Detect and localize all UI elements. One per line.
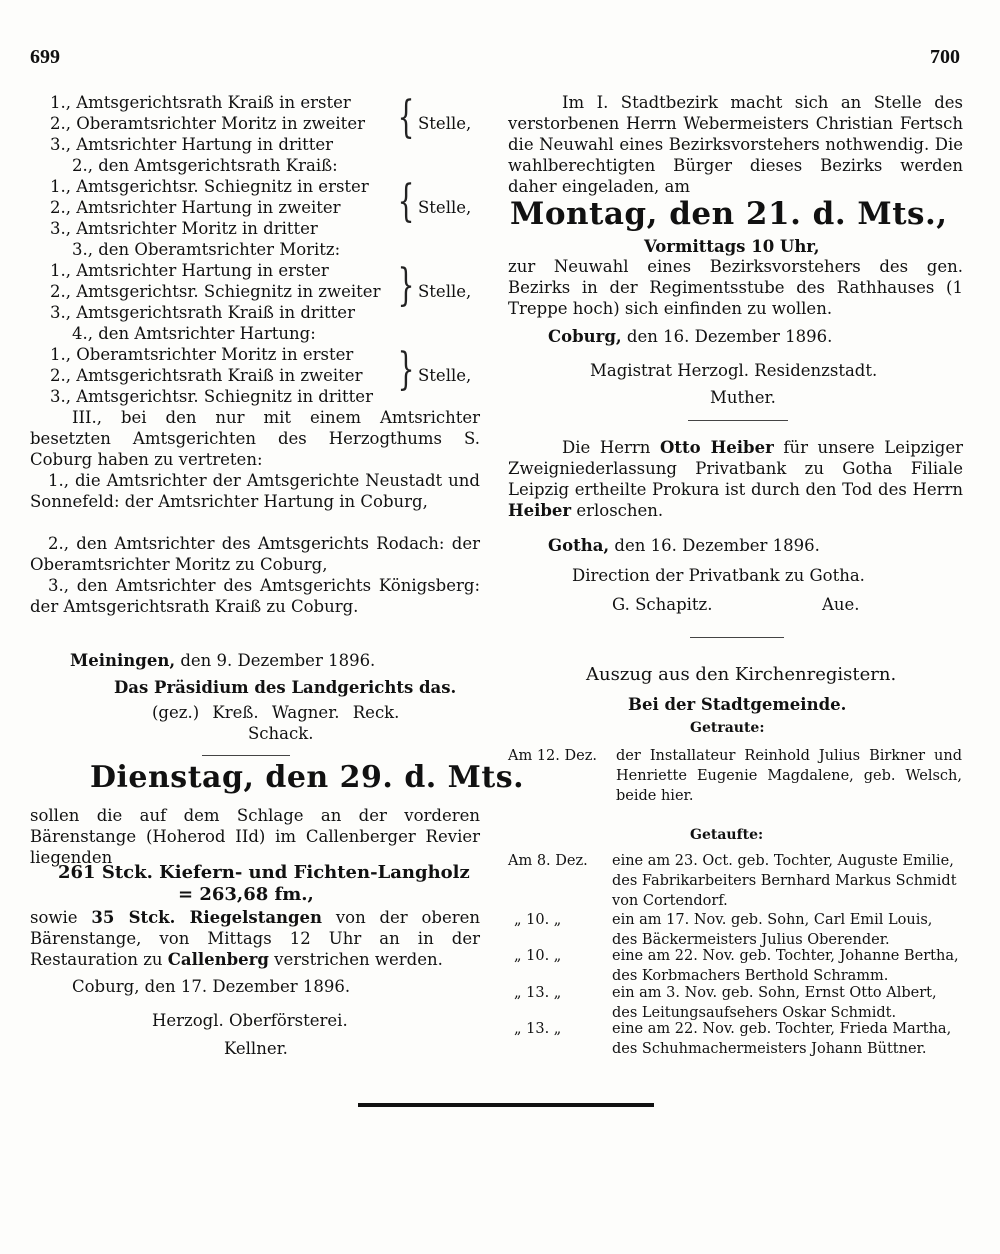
brace-icon: { <box>397 92 415 143</box>
section-label: Getraute: <box>690 720 765 736</box>
signature: Kellner. <box>224 1039 288 1058</box>
entry-text: der Installateur Reinhold Julius Birkner und Henriette Eugenie Magdalene, geb. Welsch, beide hier. <box>616 748 962 804</box>
signature: Magistrat Herzogl. Residenzstadt. <box>590 361 878 380</box>
announcement-heading: Dienstag, den 29. d. Mts. <box>90 760 525 795</box>
place-name: Meiningen, <box>70 651 176 670</box>
list-item: 1., Amtsgerichtsr. Schiegnitz in erster <box>50 177 369 196</box>
date-text: den 9. Dezember 1896. <box>180 651 376 670</box>
list-item: 1., Amtsrichter Hartung in erster <box>50 261 329 280</box>
page-number-right: 700 <box>930 46 960 68</box>
signature: Direction der Privatbank zu Gotha. <box>572 566 865 585</box>
brace-icon: { <box>397 176 415 227</box>
list-item: 3., Amtsrichter Moritz in dritter <box>50 219 318 238</box>
signature: Das Präsidium des Landgerichts das. <box>114 678 457 697</box>
list-item: 2., Amtsgerichtsr. Schiegnitz in zweiter <box>50 282 381 301</box>
dateline: Coburg, den 16. Dezember 1896. <box>548 327 833 346</box>
list-item: 2., Amtsrichter Hartung in zweiter <box>50 198 341 217</box>
paragraph: 2., den Amtsrichter des Amtsgerichts Rodach: der Oberamtsrichter Moritz zu Coburg, <box>30 534 480 574</box>
signature: Muther. <box>710 388 776 407</box>
stelle-label: Stelle, <box>418 366 472 385</box>
section-label: Getaufte: <box>690 827 764 843</box>
signature: G. Schapitz. <box>612 595 713 614</box>
list-item: „ 13. „ ein am 3. Nov. geb. Sohn, Ernst Otto Albert, des Leitungsaufsehers Oskar Schmidt. <box>514 985 937 1021</box>
wood-quantity: 261 Stck. Kiefern- und Fichten-Langholz <box>58 862 470 883</box>
brace-icon: } <box>397 344 415 395</box>
paragraph: III., bei den nur mit einem Amtsrichter besetzten Amtsgerichten des Herzogthums S. Coburg haben zu vertreten: <box>30 408 480 469</box>
register-subtitle: Bei der Stadtgemeinde. <box>628 695 847 714</box>
bottom-rule <box>358 1103 654 1107</box>
brace-icon: } <box>397 260 415 311</box>
announcement-heading: Montag, den 21. d. Mts., <box>510 196 948 232</box>
signature: Schack. <box>248 724 314 743</box>
paragraph: Im I. Stadtbezirk macht sich an Stelle des verstorbenen Herrn Webermeisters Christian Fertsch die Neuwahl eines Bezirksvorstehers nothwendig. Die wahlberechtigten Bürger dieses Bezirks werden daher eingeladen, am <box>508 93 963 196</box>
paragraph: 1., die Amtsrichter der Amtsgerichte Neustadt und Sonnefeld: der Amtsrichter Hartung in Coburg, <box>30 471 480 511</box>
divider <box>202 755 290 756</box>
list-item: 3., Amtsrichter Hartung in dritter <box>50 135 334 154</box>
list-heading: 3., den Oberamtsrichter Moritz: <box>72 240 341 259</box>
stelle-label: Stelle, <box>418 198 472 217</box>
list-item: 2., Amtsgerichtsrath Kraiß in zweiter <box>50 366 363 385</box>
signature: Aue. <box>822 595 860 614</box>
paragraph: 3., den Amtsrichter des Amtsgerichts Königsberg: der Amtsgerichtsrath Kraiß zu Coburg. <box>30 576 480 616</box>
register-title: Auszug aus den Kirchenregistern. <box>586 664 897 685</box>
list-item: Am 8. Dez. eine am 23. Oct. geb. Tochter, Auguste Emilie, des Fabrikarbeiters Bernhard Markus Schmidt von Cortendorf. <box>508 853 957 909</box>
page-number-left: 699 <box>30 46 60 68</box>
time-text: Vormittags 10 Uhr, <box>644 237 820 256</box>
list-heading: 4., den Amtsrichter Hartung: <box>72 324 316 343</box>
list-item: 3., Amtsgerichtsrath Kraiß in dritter <box>50 303 355 322</box>
wood-volume: = 263,68 fm., <box>178 884 314 905</box>
stelle-label: Stelle, <box>418 282 472 301</box>
dateline: Gotha, den 16. Dezember 1896. <box>548 536 820 555</box>
signature: Herzogl. Oberförsterei. <box>152 1011 348 1030</box>
divider <box>690 637 784 638</box>
list-item: „ 10. „ eine am 22. Nov. geb. Tochter, Johanne Bertha, des Korbmachers Berthold Schramm. <box>514 948 959 984</box>
paragraph: sowie 35 Stck. Riegelstangen von der oberen Bärenstange, von Mittags 12 Uhr an in der Restauration zu Callenberg verstrichen werden. <box>30 908 481 969</box>
list-item: 1., Oberamtsrichter Moritz in erster <box>50 345 354 364</box>
divider <box>688 420 788 421</box>
list-item: 3., Amtsgerichtsr. Schiegnitz in dritter <box>50 387 373 406</box>
list-item: 1., Amtsgerichtsrath Kraiß in erster <box>50 93 351 112</box>
paragraph: zur Neuwahl eines Bezirksvorstehers des gen. Bezirks in der Regimentsstube des Rathhauses (1 Treppe hoch) sich einfinden zu wollen. <box>508 257 963 318</box>
entry-date: Am 12. Dez. <box>508 748 597 764</box>
stelle-label: Stelle, <box>418 114 472 133</box>
list-item: „ 10. „ ein am 17. Nov. geb. Sohn, Carl Emil Louis, des Bäckermeisters Julius Oberender. <box>514 912 933 948</box>
list-item: „ 13. „ eine am 22. Nov. geb. Tochter, Frieda Martha, des Schuhmachermeisters Johann Büttner. <box>514 1021 952 1057</box>
signature: (gez.) Kreß. Wagner. Reck. <box>152 703 400 722</box>
list-item: 2., Oberamtsrichter Moritz in zweiter <box>50 114 365 133</box>
paragraph: Die Herrn Otto Heiber für unsere Leipziger Zweigniederlassung Privatbank zu Gotha Filiale Leipzig ertheilte Prokura ist durch den Tod des Herrn Heiber erloschen. <box>508 438 963 520</box>
dateline: Coburg, den 17. Dezember 1896. <box>72 977 351 996</box>
dateline <box>70 650 375 671</box>
list-heading: 2., den Amtsgerichtsrath Kraiß: <box>72 156 338 175</box>
paragraph: sollen die auf dem Schlage an der vorderen Bärenstange (Hoherod IId) im Callenberger Revier liegenden <box>30 806 480 867</box>
